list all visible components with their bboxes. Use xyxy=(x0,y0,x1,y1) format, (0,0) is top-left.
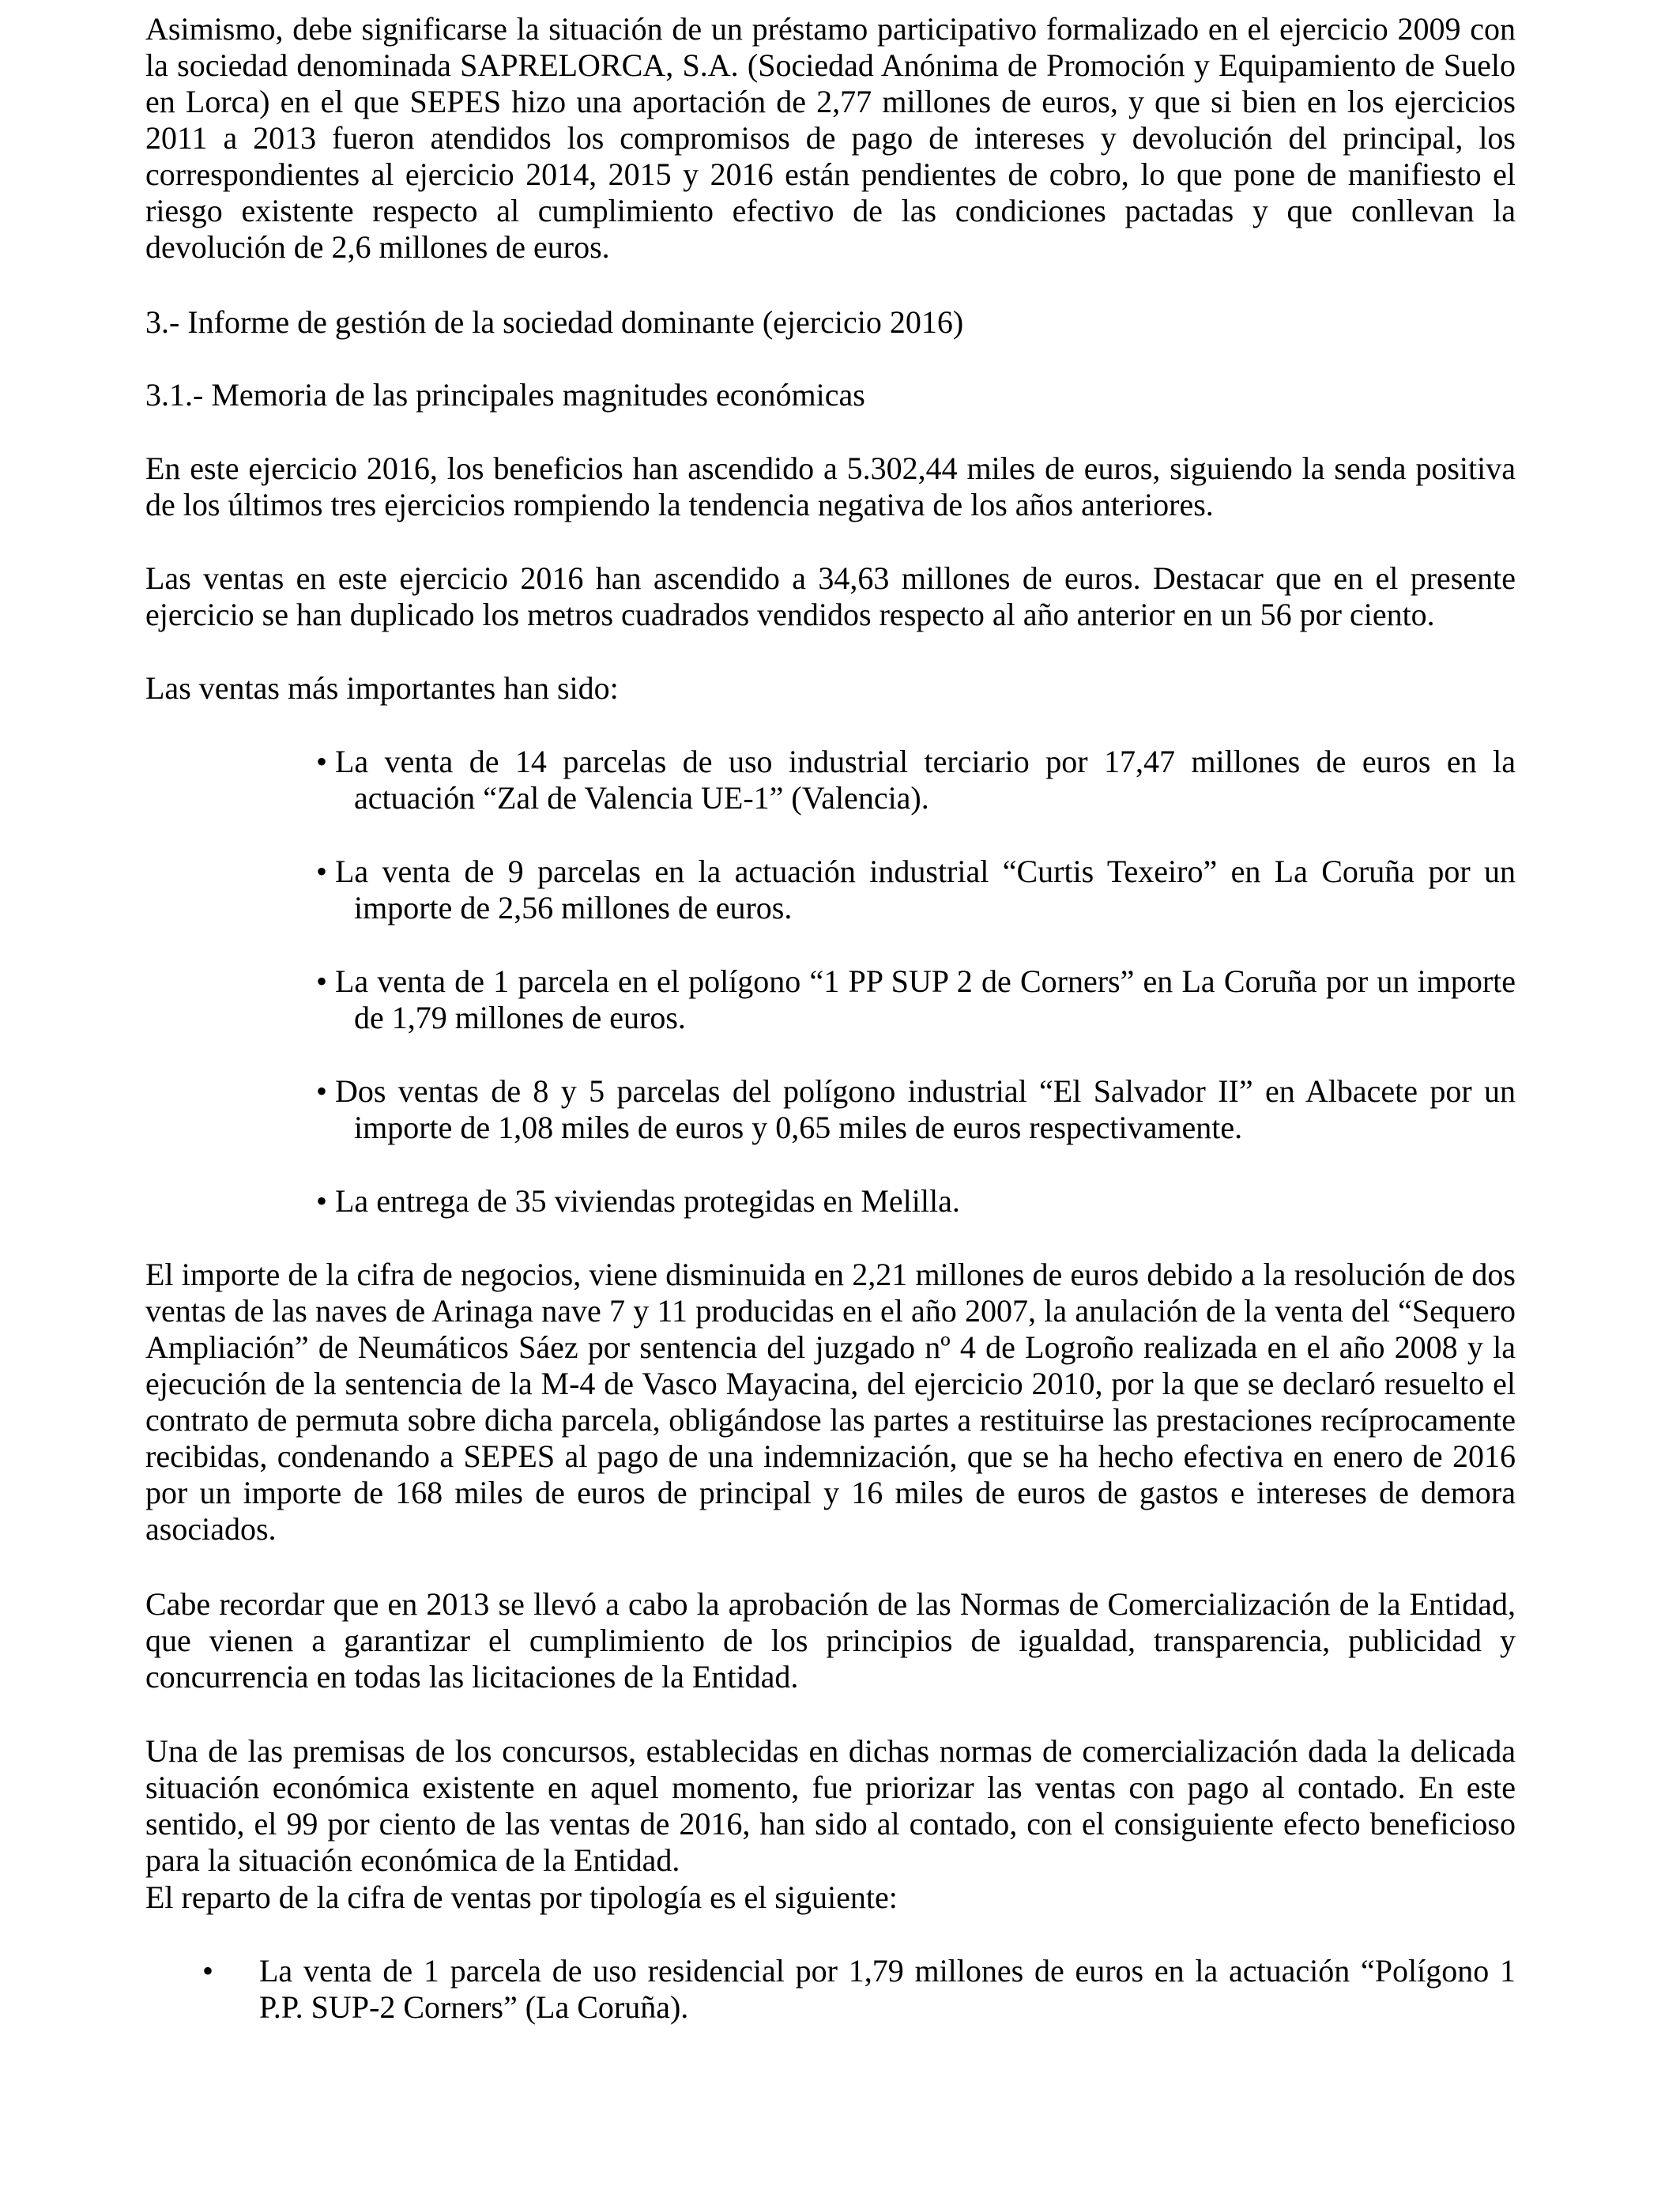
list-item-text: La venta de 1 parcela de uso residencial por 1,79 millones de euros en la actuación “Polígono 1 P.P. SUP-2 Corners” (La Coruña). xyxy=(259,1953,1516,2025)
paragraph-reparto: El reparto de la cifra de ventas por tipología es el siguiente: xyxy=(145,1879,898,1915)
paragraph-saprelorca: Asimismo, debe significarse la situación de un préstamo participativo formalizado en el ejercicio 2009 con la sociedad denominada SAPRELORCA, S.A. (Sociedad Anónima de Promoción y Equipamiento de Suelo en Lorca) en el que SEPES hizo una aportación de 2,77 millones de euros, y que si bien en los ejercicios 2011 a 2013 fueron atendidos los compromisos de pago de intereses y devolución del principal, los correspondientes al ejercicio 2014, 2015 y 2016 están pendientes de cobro, lo que pone de manifiesto el riesgo existente respecto al cumplimiento efectivo de las condiciones pactadas y que conllevan la devolución de 2,6 millones de euros. xyxy=(145,11,1516,265)
list-item-text: Dos ventas de 8 y 5 parcelas del polígono industrial “El Salvador II” en Albacete por un importe de 1,08 miles de euros y 0,65 miles de euros respectivamente. xyxy=(335,1073,1516,1145)
paragraph-ventas-importantes: Las ventas más importantes han sido: xyxy=(145,670,619,706)
bullet-icon: • xyxy=(316,744,328,779)
paragraph-cifra-negocios: El importe de la cifra de negocios, viene disminuida en 2,21 millones de euros debido a la resolución de dos ventas de las naves de Arinaga nave 7 y 11 producidas en el año 2007, la anulación de la venta del “Sequero Ampliación” de Neumáticos Sáez por sentencia del juzgado nº 4 de Logroño realizada en el año 2008 y la ejecución de la sentencia de la M-4 de Vasco Mayacina, del ejercicio 2010, por la que se declaró resuelto el contrato de permuta sobre dicha parcela, obligándose las partes a restituirse las prestaciones recíprocamente recibidas, condenando a SEPES al pago de una indemnización, que se ha hecho efectiva en enero de 2016 por un importe de 168 miles de euros de principal y 16 miles de euros de gastos e intereses de demora asociados. xyxy=(145,1257,1516,1547)
paragraph-beneficios: En este ejercicio 2016, los beneficios han ascendido a 5.302,44 miles de euros, siguiendo la senda positiva de los últimos tres ejercicios rompiendo la tendencia negativa de los años anteriores. xyxy=(145,450,1516,522)
list-item xyxy=(316,1183,1516,1220)
bullet-icon: • xyxy=(202,1953,214,1989)
bullet-icon: • xyxy=(316,854,328,889)
paragraph-normas: Cabe recordar que en 2013 se llevó a cabo la aprobación de las Normas de Comercialización de la Entidad, que vienen a garantizar el cumplimiento de los principios de igualdad, transparencia, publicidad y concurrencia en todas las licitaciones de la Entidad. xyxy=(145,1586,1516,1695)
list-item xyxy=(316,854,1516,926)
bullet-icon: • xyxy=(316,963,328,999)
list-item xyxy=(202,1953,1516,2026)
paragraph-premisas: Una de las premisas de los concursos, establecidas en dichas normas de comercialización dada la delicada situación económica existente en aquel momento, fue priorizar las ventas con pago al contado. En este sentido, el 99 por ciento de las ventas de 2016, han sido al contado, con el consiguiente efecto beneficioso para la situación económica de la Entidad. xyxy=(145,1733,1516,1878)
list-item-text: La entrega de 35 viviendas protegidas en Melilla. xyxy=(335,1183,960,1219)
list-item-text: La venta de 9 parcelas en la actuación industrial “Curtis Texeiro” en La Coruña por un importe de 2,56 millones de euros. xyxy=(335,854,1516,925)
bullet-icon: • xyxy=(316,1183,328,1219)
section-3-1-title: 3.1.- Memoria de las principales magnitudes económicas xyxy=(145,377,865,413)
bullet-icon: • xyxy=(316,1073,328,1109)
list-item xyxy=(316,744,1516,816)
list-item-text: La venta de 14 parcelas de uso industrial terciario por 17,47 millones de euros en la actuación “Zal de Valencia UE-1” (Valencia). xyxy=(335,744,1516,816)
list-item xyxy=(316,963,1516,1036)
paragraph-ventas: Las ventas en este ejercicio 2016 han ascendido a 34,63 millones de euros. Destacar que en el presente ejercicio se han duplicado los metros cuadrados vendidos respecto al año anterior en un 56 por ciento. xyxy=(145,560,1516,632)
list-item-text: La venta de 1 parcela en el polígono “1 PP SUP 2 de Corners” en La Coruña por un importe de 1,79 millones de euros. xyxy=(335,963,1516,1035)
section-3-title: 3.- Informe de gestión de la sociedad dominante (ejercicio 2016) xyxy=(145,304,964,340)
list-item xyxy=(316,1073,1516,1146)
